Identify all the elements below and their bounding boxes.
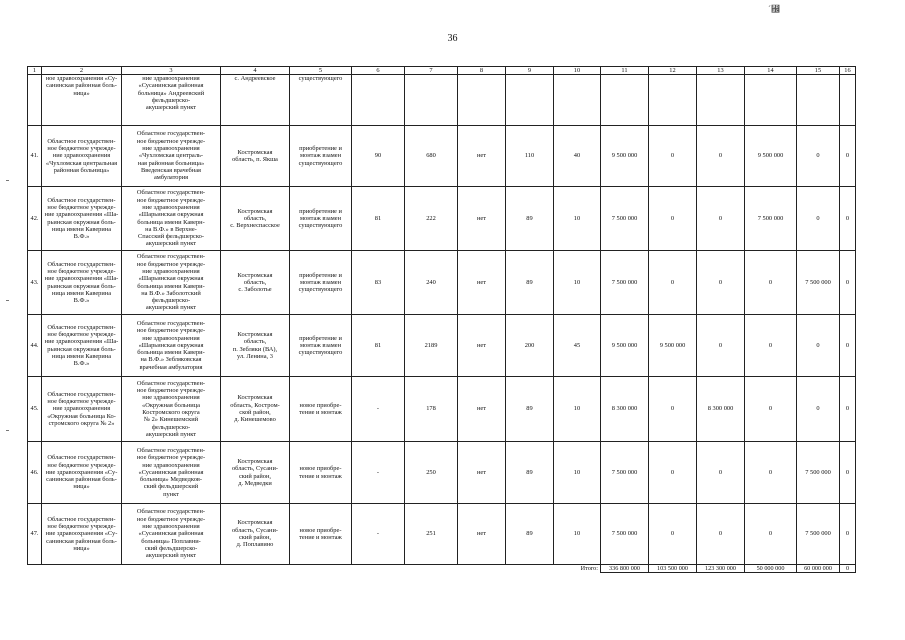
table-cell: Областное государствен- ное бюджетное учрежде- ние здравоохранения «Су- санинская районная боль- ница» [42,504,122,565]
table-cell: Костромская область, с. Заболотье [221,251,290,315]
header-cell: 6 [352,67,405,75]
table-cell: 7 500 000 [601,187,649,251]
table-cell: - [352,377,405,442]
table-cell: нет [458,126,506,187]
table-cell: 0 [697,504,745,565]
table-cell: нет [458,251,506,315]
table-cell: 9 500 000 [745,126,797,187]
table-cell: 0 [649,377,697,442]
table-cell: 680 [405,126,458,187]
page-number: 36 [447,33,458,44]
table-cell: 0 [697,442,745,504]
table-cell: 0 [697,315,745,377]
table-cell: 90 [352,126,405,187]
table-cell: 47. [28,504,42,565]
table-cell [458,75,506,126]
table-cell: 46. [28,442,42,504]
table-cell [649,75,697,126]
table-cell: новое приобре- тение и монтаж [290,377,352,442]
table-cell: Областное государствен- ное бюджетное учрежде- ние здравоохранения «Чухломская центральная районная больница» [42,126,122,187]
table-cell: ное здравоохранения «Су- санинская районная боль- ница» [42,75,122,126]
header-cell: 11 [601,67,649,75]
totals-value: 60 000 000 [797,565,840,573]
totals-row [28,565,856,573]
table-cell: 0 [797,377,840,442]
table-cell: 240 [405,251,458,315]
header-cell: 7 [405,67,458,75]
table-cell: нет [458,442,506,504]
table-cell: 0 [745,442,797,504]
table-cell: новое приобре- тение и монтаж [290,504,352,565]
table-row [28,187,856,251]
table-cell: 0 [649,442,697,504]
table-cell: 0 [840,442,856,504]
table-cell: 10 [554,251,601,315]
table-cell: Костромская область, с. Верхнеспасское [221,187,290,251]
table-cell: - [352,504,405,565]
header-cell: 9 [506,67,554,75]
table-cell: Областное государствен- ное бюджетное учрежде- ние здравоохранения «Шарьинская окружная больница имени Кавери- на В.Ф.» Заболотский фельдшерско- акушерский пункт [122,251,221,315]
table-cell: - [352,442,405,504]
header-cell: 12 [649,67,697,75]
empty-cell [28,565,42,573]
table-cell: 8 300 000 [601,377,649,442]
table-cell: нет [458,187,506,251]
empty-cell [405,565,458,573]
table-cell: 7 500 000 [601,251,649,315]
table-cell [554,75,601,126]
table-cell: 0 [840,251,856,315]
corner-mark: ´⴬ [768,4,780,14]
empty-cell [506,565,554,573]
header-cell: 1 [28,67,42,75]
table-cell: Областное государствен- ное бюджетное учрежде- ние здравоохранения «Ша- рьинская окружная боль- ница имени Каверина В.Ф.» [42,251,122,315]
empty-cell [42,565,122,573]
table-cell: 7 500 000 [745,187,797,251]
table-cell: 81 [352,187,405,251]
table-cell: 0 [840,126,856,187]
header-cell: 5 [290,67,352,75]
table-cell: 9 500 000 [601,126,649,187]
table-cell: приобретение и монтаж взамен существующего [290,187,352,251]
table-cell: с. Андреевское [221,75,290,126]
table-cell [797,75,840,126]
table-cell: 250 [405,442,458,504]
table-cell: нет [458,504,506,565]
table-cell: 8 300 000 [697,377,745,442]
table-cell: 0 [697,126,745,187]
table-row [28,504,856,565]
table-cell: 0 [797,315,840,377]
table-cell: 89 [506,442,554,504]
table-cell: 0 [840,315,856,377]
table-cell: Областное государствен- ное бюджетное учрежде- ние здравоохранения «Окружная больница Костромского округа № 2» Кинешемский фельдшерско- акушерский пункт [122,377,221,442]
table-cell: Костромская область, Сусани- ский район, д. Медведки [221,442,290,504]
empty-cell [122,565,221,573]
header-cell: 13 [697,67,745,75]
table-cell: 2189 [405,315,458,377]
table-cell: 0 [649,187,697,251]
table-row [28,315,856,377]
table-cell: 43. [28,251,42,315]
table-cell: 0 [745,315,797,377]
table-cell: Областное государствен- ное бюджетное учрежде- ние здравоохранения «Ша- рьинская окружная боль- ница имени Каверина В.Ф.» [42,315,122,377]
header-cell: 3 [122,67,221,75]
table-cell: 89 [506,504,554,565]
table-cell: 0 [697,251,745,315]
totals-value: 123 300 000 [697,565,745,573]
table-cell: 0 [797,126,840,187]
totals-value: 103 500 000 [649,565,697,573]
table-cell: 110 [506,126,554,187]
table-cell: 0 [697,187,745,251]
table-cell: приобретение и монтаж взамен существующего [290,315,352,377]
header-cell: 10 [554,67,601,75]
table-cell: 45. [28,377,42,442]
totals-label: Итого: [580,564,598,572]
table-cell: 0 [745,251,797,315]
table-row [28,377,856,442]
table-cell: Областное государствен- ное бюджетное учрежде- ние здравоохранения «Окружная больница Ко- стромского округа № 2» [42,377,122,442]
table-cell: 81 [352,315,405,377]
binding-tick [6,300,9,301]
totals-value: 336 800 000 [601,565,649,573]
table-cell [840,75,856,126]
table-cell [745,75,797,126]
header-cell: 16 [840,67,856,75]
table-cell: 45 [554,315,601,377]
table-cell: 10 [554,442,601,504]
table-cell: 83 [352,251,405,315]
table-cell: 0 [840,504,856,565]
empty-cell [352,565,405,573]
table-row [28,442,856,504]
totals-value: 50 000 000 [745,565,797,573]
table-cell: 0 [649,251,697,315]
table-cell [506,75,554,126]
empty-cell [290,565,352,573]
table-row [28,75,856,126]
table-cell: 0 [649,504,697,565]
table-cell: 0 [840,377,856,442]
table-cell: существующего [290,75,352,126]
table-cell: 9 500 000 [601,315,649,377]
table-cell: 7 500 000 [797,504,840,565]
table-row [28,251,856,315]
table-cell: ние здравоохранения «Сусанинская районная больница» Андреевский фельдшерско- акушерский пункт [122,75,221,126]
table-cell [352,75,405,126]
table-cell: приобретение и монтаж взамен существующего [290,126,352,187]
table-cell: 89 [506,187,554,251]
table-cell: Костромская область, Костром- ской район, д. Кинешемово [221,377,290,442]
table-cell: 44. [28,315,42,377]
table-cell: Областное государствен- ное бюджетное учрежде- ние здравоохранения «Су- санинская районная боль- ница» [42,442,122,504]
header-cell: 14 [745,67,797,75]
totals-value: 0 [840,565,856,573]
header-cell: 15 [797,67,840,75]
table-cell: 0 [745,504,797,565]
equipment-table [27,66,856,573]
empty-cell [221,565,290,573]
table-body [28,67,856,573]
table-cell: Костромская область, п. Зебляки (ВА), ул. Ленина, 3 [221,315,290,377]
table-cell: 7 500 000 [601,442,649,504]
header-cell: 2 [42,67,122,75]
table-cell: 9 500 000 [649,315,697,377]
table-cell: 251 [405,504,458,565]
table-cell: 7 500 000 [797,442,840,504]
table-cell: 0 [745,377,797,442]
table-cell: 178 [405,377,458,442]
table-cell: 0 [649,126,697,187]
table-cell: нет [458,377,506,442]
header-cell: 8 [458,67,506,75]
table-cell [405,75,458,126]
table-cell: Областное государствен- ное бюджетное учрежде- ние здравоохранения «Шарьинская окружная больница имени Каверн- на В.Ф.» в Верхне- Спасский фельдшерско- акушерский пункт [122,187,221,251]
table-cell: приобретение и монтаж взамен существующего [290,251,352,315]
table-cell: 89 [506,377,554,442]
table-cell: 10 [554,377,601,442]
table-cell: 10 [554,504,601,565]
table-cell: 0 [797,187,840,251]
table-cell: 7 500 000 [601,504,649,565]
table-cell: 40 [554,126,601,187]
table-cell [697,75,745,126]
table-cell: 41. [28,126,42,187]
table-cell: Областное государствен- ное бюджетное учрежде- ние здравоохранения «Сусанинская районная больница» Поплавни- ский фельдшерско- акушерский пункт [122,504,221,565]
binding-tick [6,180,9,181]
table-cell: 0 [840,187,856,251]
header-cell: 4 [221,67,290,75]
table-cell: 200 [506,315,554,377]
table-cell: Костромская область, Сусани- ский район, д. Поплавино [221,504,290,565]
table-cell: Областное государствен- ное бюджетное учрежде- ние здравоохранения «Сусанинская районная больница» Медведков- ский фельдшерский пункт [122,442,221,504]
table-cell: Областное государствен- ное бюджетное учрежде- ние здравоохранения «Чухломская централь- ная районная больница» Введенская врачебная амбулатория [122,126,221,187]
table-cell: 42. [28,187,42,251]
table-cell: Областное государствен- ное бюджетное учрежде- ние здравоохранения «Шарьинская окружная больница имени Кавери- на В.Ф.» Зебляковская врачебная амбулатория [122,315,221,377]
table-cell: 89 [506,251,554,315]
table-cell [28,75,42,126]
table-cell [601,75,649,126]
header-row [28,67,856,75]
table-row [28,126,856,187]
table-cell: новое приобре- тение и монтаж [290,442,352,504]
table-cell: Областное государствен- ное бюджетное учрежде- ние здравоохранения «Ша- рьинская окружная боль- ница имени Каверина В.Ф.» [42,187,122,251]
table-cell: нет [458,315,506,377]
table-cell: 10 [554,187,601,251]
empty-cell [458,565,506,573]
table-cell: Костромская область, п. Якша [221,126,290,187]
table-cell: 222 [405,187,458,251]
table-cell: 7 500 000 [797,251,840,315]
binding-tick [6,430,9,431]
